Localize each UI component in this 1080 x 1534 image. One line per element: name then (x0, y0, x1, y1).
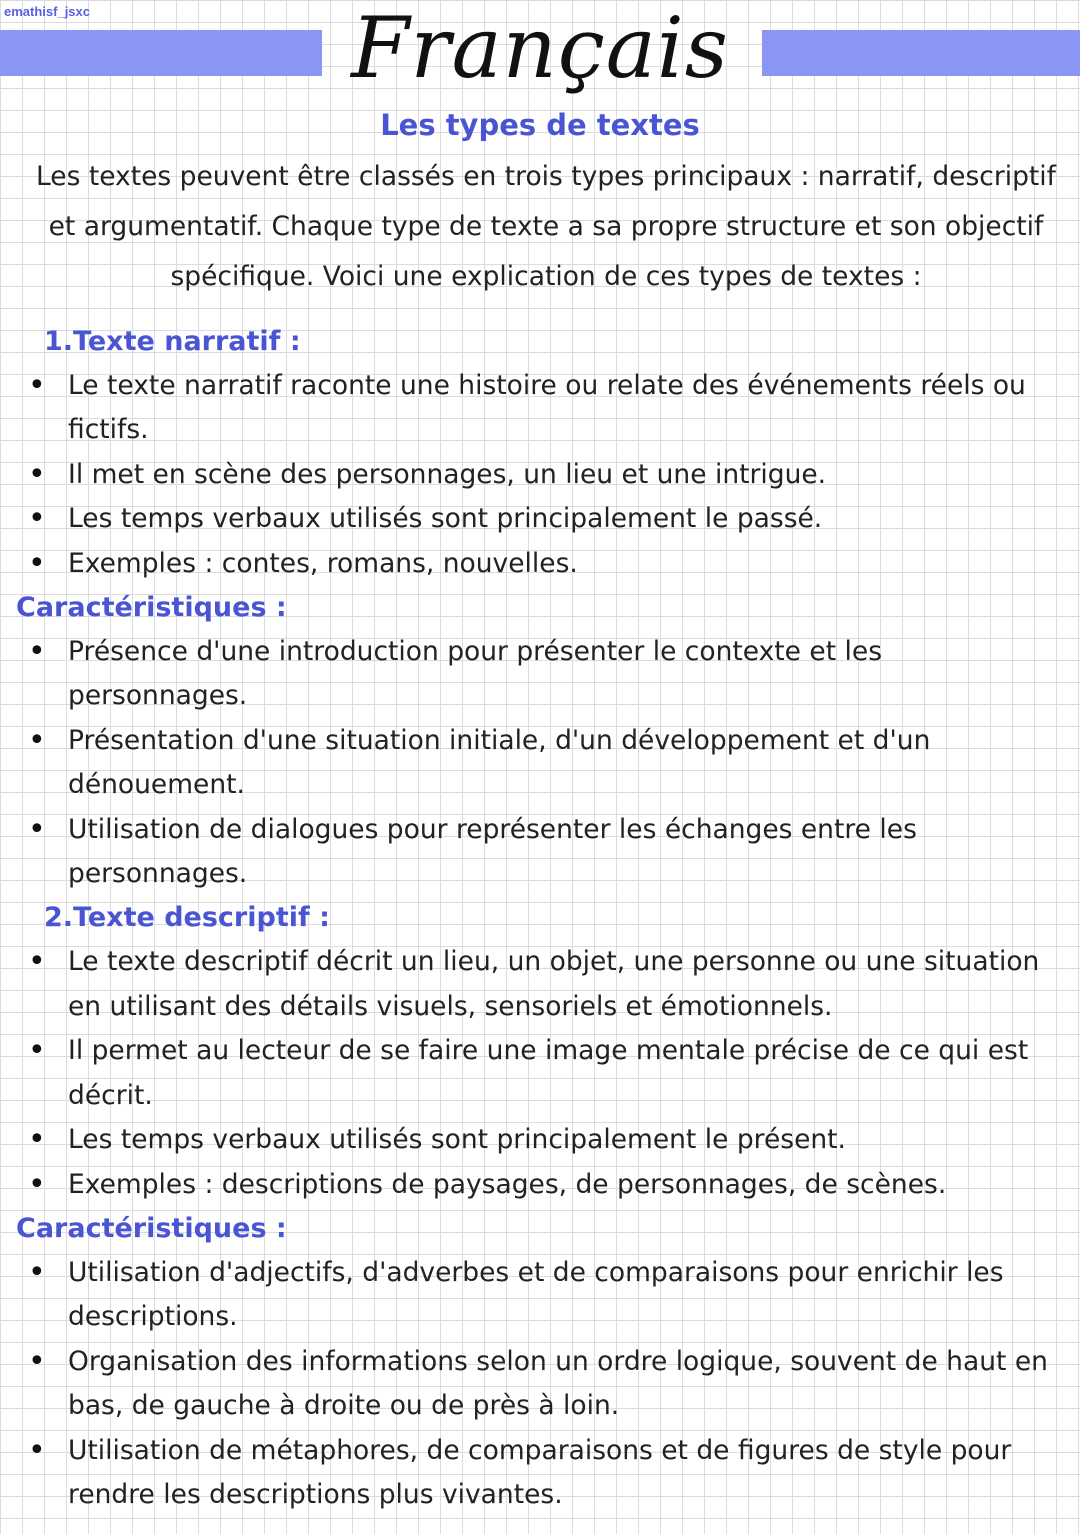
characteristics-heading-descriptif: Caractéristiques : (16, 1212, 287, 1244)
page-title: Français (351, 0, 729, 97)
intro-paragraph: Les textes peuvent être classés en trois types principaux : narratif, descriptif et argumentatif. Chaque type de texte a sa propre structure et son objectif spécifique. Voici une explication de ces types de textes : (35, 161, 1056, 292)
narratif-list (0, 364, 1080, 586)
list-item: • Il met en scène des personnages, un lieu et une intrigue. (0, 453, 1080, 497)
list-item: • Utilisation de métaphores, de comparaisons et de figures de style pour rendre les descriptions plus vivantes. (0, 1429, 1080, 1518)
list-item: • Organisation des informations selon un ordre logique, souvent de haut en bas, de gauche à droite ou de près à loin. (0, 1340, 1080, 1429)
section-heading-descriptif: 2.Texte descriptif : (44, 902, 330, 934)
list-item: • Utilisation d'adjectifs, d'adverbes et de comparaisons pour enrichir les descriptions. (0, 1251, 1080, 1340)
list-item: • Exemples : contes, romans, nouvelles. (0, 542, 1080, 586)
list-item: • Il permet au lecteur de se faire une image mentale précise de ce qui est décrit. (0, 1029, 1080, 1118)
list-item: • Exemples : descriptions de paysages, de personnages, de scènes. (0, 1163, 1080, 1207)
author-handle: emathisf_jsxc (4, 4, 90, 19)
list-item: • Présence d'une introduction pour présenter le contexte et les personnages. (0, 630, 1080, 719)
list-item: • Le texte descriptif décrit un lieu, un objet, une personne ou une situation en utilisant des détails visuels, sensoriels et émotionnels. (0, 940, 1080, 1029)
list-item: • Les temps verbaux utilisés sont principalement le passé. (0, 497, 1080, 541)
list-item: • Utilisation de dialogues pour représenter les échanges entre les personnages. (0, 808, 1080, 897)
descriptif-characteristics-list (0, 1251, 1080, 1517)
list-item: • Présentation d'une situation initiale, d'un développement et d'un dénouement. (0, 719, 1080, 808)
section-heading-narratif: 1.Texte narratif : (44, 326, 301, 357)
descriptif-list (0, 940, 1080, 1206)
list-item: • Le texte narratif raconte une histoire ou relate des événements réels ou fictifs. (0, 364, 1080, 453)
page-subtitle: Les types de textes (380, 108, 700, 142)
content (0, 320, 1080, 1517)
list-item: • Les temps verbaux utilisés sont principalement le présent. (0, 1118, 1080, 1162)
characteristics-heading-narratif: Caractéristiques : (16, 592, 287, 624)
narratif-characteristics-list (0, 630, 1080, 896)
